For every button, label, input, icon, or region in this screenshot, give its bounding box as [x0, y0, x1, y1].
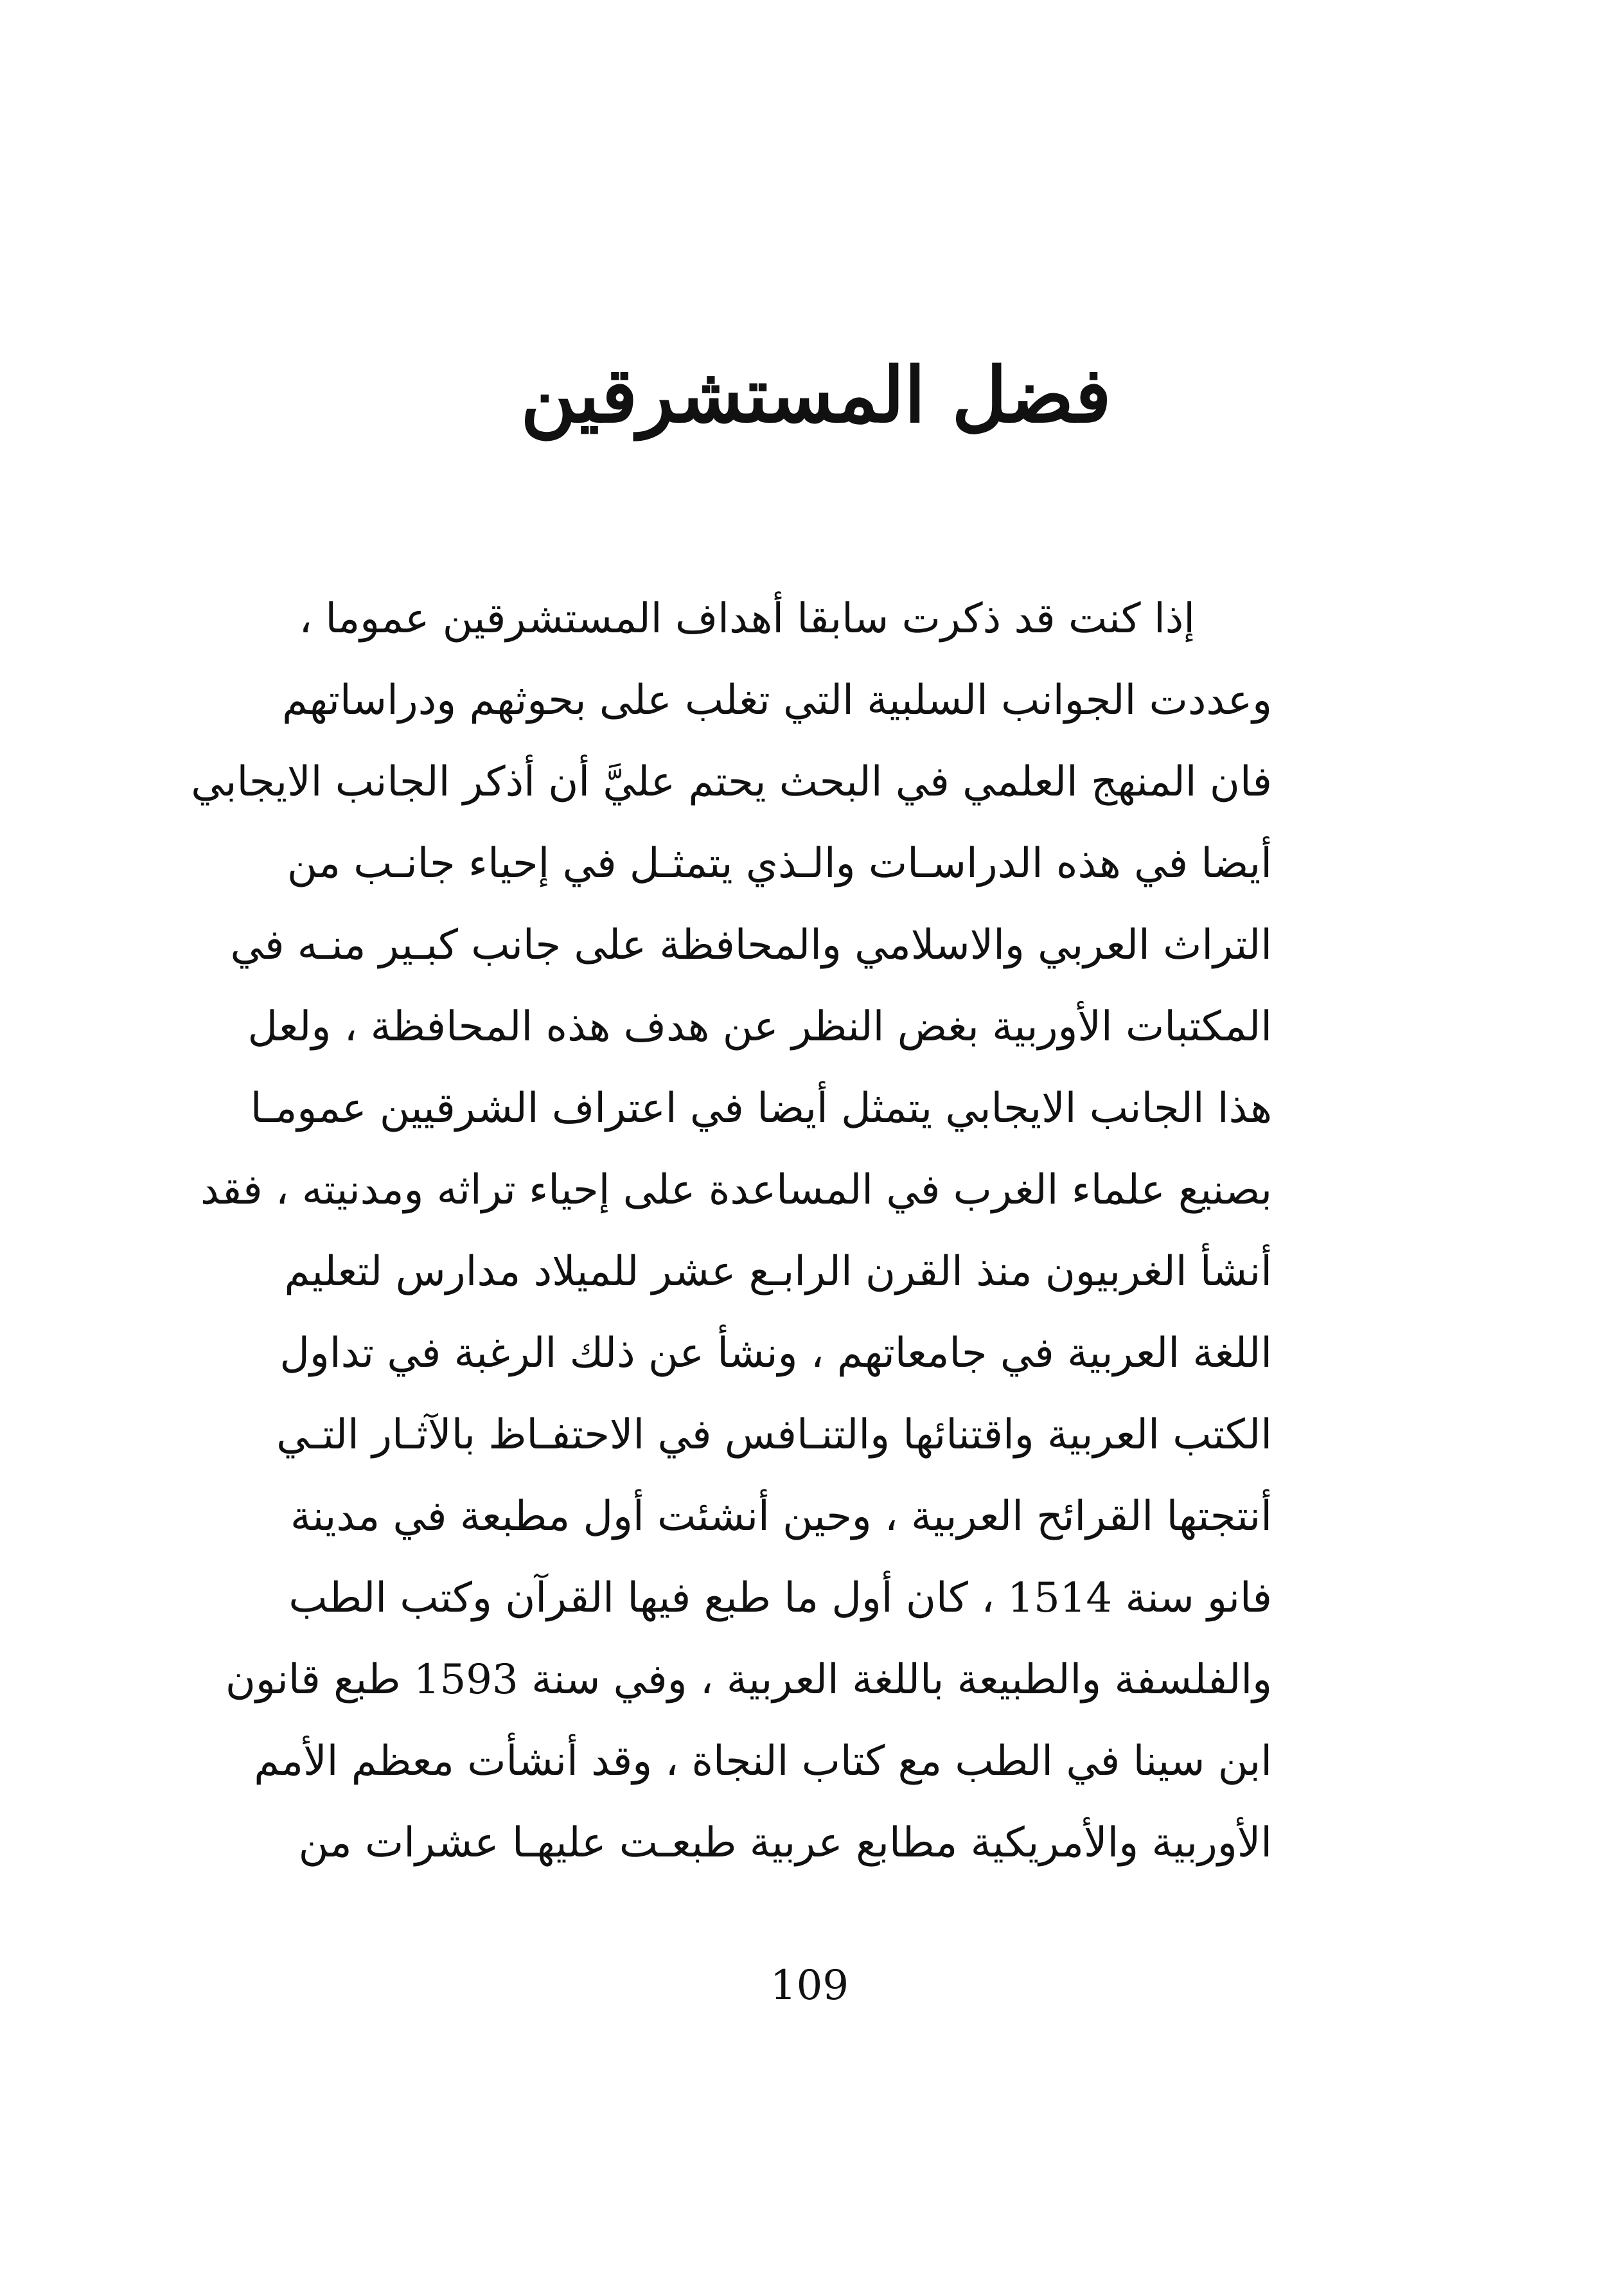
text-line: الكتب العربية واقتنائها والتنـافس في الاحتفـاظ بالآثـار التـي: [276, 1411, 1272, 1459]
text-line: الأوربية والأمريكية مطابع عربية طبعـت عليهـا عشرات من: [298, 1819, 1272, 1867]
text-line: فان المنهج العلمي في البحث يحتم عليَّ أن أذكر الجانب الايجابي: [191, 758, 1272, 806]
text-line: المكتبات الأوربية بغض النظر عن هدف هذه المحافظة ، ولعل: [247, 1003, 1272, 1051]
text-line: هذا الجانب الايجابي يتمثل أيضا في اعتراف الشرقيين عمومـا: [250, 1085, 1272, 1132]
body-paragraph: [191, 578, 1272, 1884]
text-line: أيضا في هذه الدراسـات والـذي يتمثـل في إحياء جانـب من: [287, 840, 1272, 887]
text-line: أنتجتها القرائح العربية ، وحين أنشئت أول مطبعة في مدينة: [290, 1493, 1272, 1540]
text-line: فانو سنة 1514 ، كان أول ما طبع فيها القرآن وكتب الطب: [288, 1574, 1272, 1622]
text-line: أنشأ الغربيون منذ القرن الرابـع عشر للميلاد مدارس لتعليم: [284, 1248, 1272, 1295]
text-line: ابن سينا في الطب مع كتاب النجاة ، وقد أنشأت معظم الأمم: [254, 1738, 1272, 1785]
text-line: التراث العربي والاسلامي والمحافظة على جانب كبـير منـه في: [230, 921, 1272, 969]
chapter-title: فضل المستشرقين: [520, 350, 1111, 440]
text-line: اللغة العربية في جامعاتهم ، ونشأ عن ذلك الرغبة في تداول: [279, 1330, 1272, 1377]
page-number: 109: [770, 1962, 849, 2009]
text-line: بصنيع علماء الغرب في المساعدة على إحياء تراثه ومدنيته ، فقد: [200, 1166, 1272, 1214]
text-line: والفلسفة والطبيعة باللغة العربية ، وفي سنة 1593 طبع قانون: [225, 1656, 1272, 1704]
text-line: وعددت الجوانب السلبية التي تغلب على بحوثهم ودراساتهم: [281, 677, 1272, 724]
text-line: إذا كنت قد ذكرت سابقا أهداف المستشرقين عموما ،: [299, 595, 1195, 643]
